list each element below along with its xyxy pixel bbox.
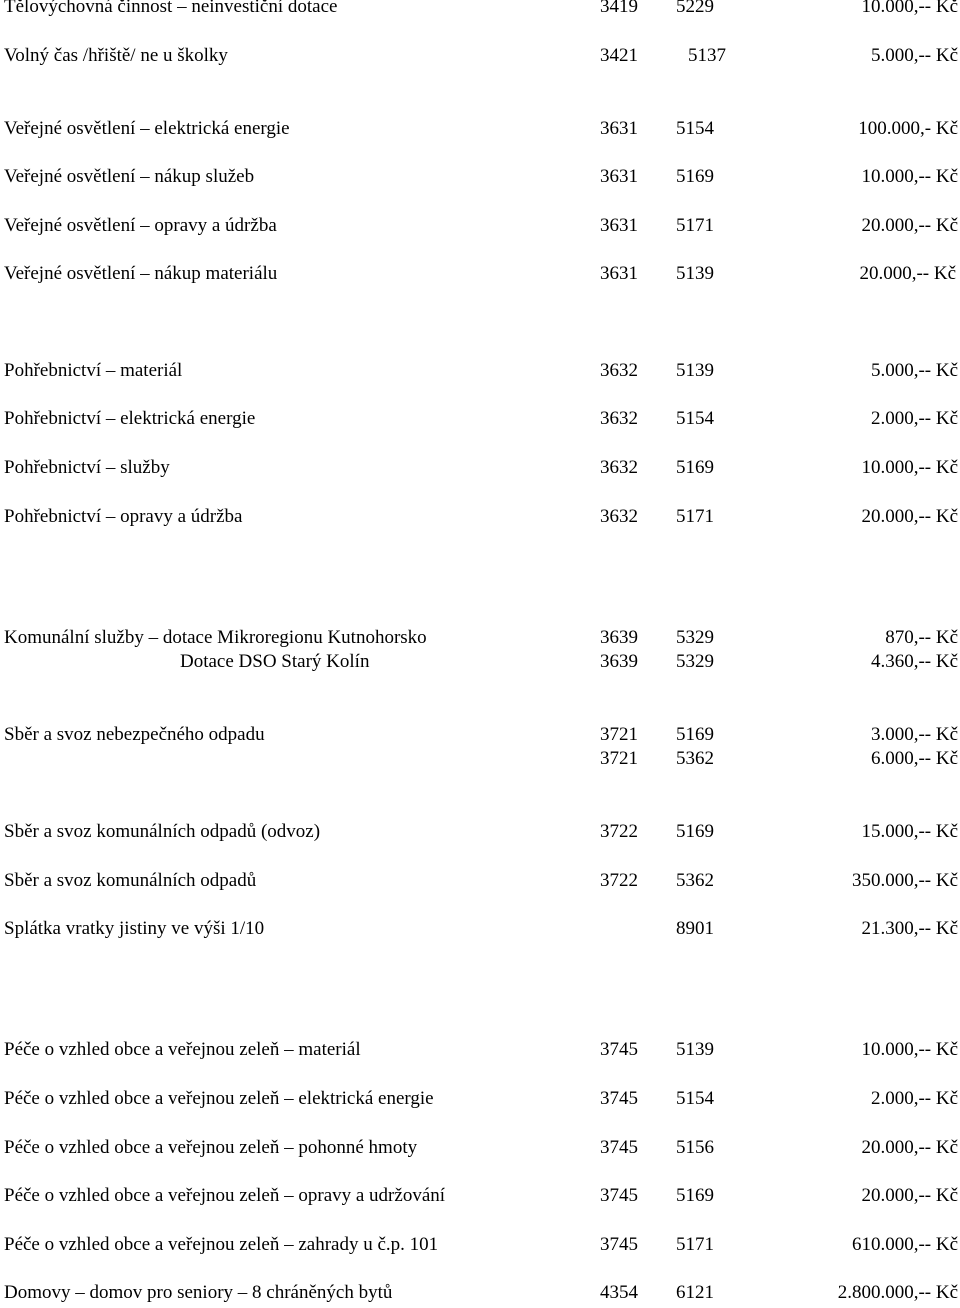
item-description: Veřejné osvětlení – elektrická energie	[4, 118, 290, 139]
item-code: 5137	[688, 45, 726, 66]
item-description: Tělovýchovná činnost – neinvestiční dotace	[4, 0, 338, 17]
amount: 2.800.000,-- Kč	[837, 1282, 958, 1303]
item-code: 5229	[676, 0, 714, 17]
item-code: 5171	[676, 1234, 714, 1255]
amount: 15.000,-- Kč	[861, 821, 958, 842]
item-description: Péče o vzhled obce a veřejnou zeleň – materiál	[4, 1039, 361, 1060]
paragraph-code: 3745	[600, 1137, 638, 1158]
item-description: Péče o vzhled obce a veřejnou zeleň – zahrady u č.p. 101	[4, 1234, 439, 1255]
item-description: Veřejné osvětlení – nákup služeb	[4, 166, 255, 187]
budget-row	[0, 214, 960, 238]
budget-row	[0, 869, 960, 893]
budget-row	[0, 1184, 960, 1208]
item-code: 5169	[676, 166, 714, 187]
paragraph-code: 3632	[600, 408, 638, 429]
paragraph-code: 3639	[600, 651, 638, 672]
paragraph-code: 3745	[600, 1234, 638, 1255]
paragraph-code: 3722	[600, 870, 638, 891]
item-code: 5139	[676, 1039, 714, 1060]
item-description: Sběr a svoz komunálních odpadů	[4, 870, 257, 891]
item-description: Veřejné osvětlení – opravy a údržba	[4, 215, 277, 236]
item-description: Pohřebnictví – opravy a údržba	[4, 506, 243, 527]
budget-row	[0, 1136, 960, 1160]
budget-row	[0, 1233, 960, 1257]
item-code: 5169	[676, 724, 714, 745]
amount: 100.000,- Kč	[858, 118, 958, 139]
item-code: 5139	[676, 263, 714, 284]
budget-row	[0, 747, 960, 771]
item-description: Veřejné osvětlení – nákup materiálu	[4, 263, 278, 284]
amount: 10.000,-- Kč	[861, 1039, 958, 1060]
amount: 4.360,-- Kč	[870, 651, 958, 672]
budget-row	[0, 505, 960, 529]
amount: 21.300,-- Kč	[861, 918, 958, 939]
budget-row	[0, 359, 960, 383]
item-description: Dotace DSO Starý Kolín	[180, 651, 370, 672]
item-description: Péče o vzhled obce a veřejnou zeleň – opravy a udržování	[4, 1185, 446, 1206]
item-code: 6121	[676, 1282, 714, 1303]
amount: 2.000,-- Kč	[870, 1088, 958, 1109]
item-code: 5154	[676, 118, 714, 139]
item-description: Péče o vzhled obce a veřejnou zeleň – pohonné hmoty	[4, 1137, 418, 1158]
paragraph-code: 3745	[600, 1039, 638, 1060]
paragraph-code: 3631	[600, 263, 638, 284]
amount: 10.000,-- Kč	[861, 0, 958, 17]
paragraph-code: 3721	[600, 748, 638, 769]
item-description: Splátka vratky jistiny ve výši 1/10	[4, 918, 265, 939]
paragraph-code: 3632	[600, 457, 638, 478]
amount: 5.000,-- Kč	[870, 45, 958, 66]
paragraph-code: 3745	[600, 1185, 638, 1206]
item-code: 5171	[676, 215, 714, 236]
item-code: 5169	[676, 1185, 714, 1206]
item-code: 5169	[676, 457, 714, 478]
item-description: Domovy – domov pro seniory – 8 chráněných bytů	[4, 1282, 393, 1303]
item-code: 5154	[676, 1088, 714, 1109]
budget-row	[0, 650, 960, 674]
paragraph-code: 3721	[600, 724, 638, 745]
paragraph-code: 3631	[600, 215, 638, 236]
amount: 20.000,-- Kč	[861, 215, 958, 236]
amount: 5.000,-- Kč	[870, 360, 958, 381]
item-description: Pohřebnictví – služby	[4, 457, 170, 478]
item-description: Pohřebnictví – elektrická energie	[4, 408, 256, 429]
item-code: 5139	[676, 360, 714, 381]
amount: 10.000,-- Kč	[861, 457, 958, 478]
amount: 870,-- Kč	[885, 627, 958, 648]
paragraph-code: 3631	[600, 118, 638, 139]
budget-row	[0, 44, 960, 68]
amount: 20.000,-- Kč	[861, 1137, 958, 1158]
amount: 20.000,-- Kč	[859, 263, 956, 284]
budget-row	[0, 917, 960, 941]
paragraph-code: 3631	[600, 166, 638, 187]
item-code: 8901	[676, 918, 714, 939]
item-description: Komunální služby – dotace Mikroregionu Kutnohorsko	[4, 627, 427, 648]
amount: 350.000,-- Kč	[851, 870, 958, 891]
paragraph-code: 3632	[600, 506, 638, 527]
budget-row	[0, 1038, 960, 1062]
item-code: 5169	[676, 821, 714, 842]
item-description: Péče o vzhled obce a veřejnou zeleň – elektrická energie	[4, 1088, 434, 1109]
item-code: 5156	[676, 1137, 714, 1158]
item-description: Sběr a svoz komunálních odpadů (odvoz)	[4, 821, 321, 842]
amount: 610.000,-- Kč	[851, 1234, 958, 1255]
paragraph-code: 3421	[600, 45, 638, 66]
budget-row	[0, 456, 960, 480]
item-code: 5329	[676, 651, 714, 672]
item-code: 5362	[676, 748, 714, 769]
amount: 10.000,-- Kč	[861, 166, 958, 187]
item-code: 5154	[676, 408, 714, 429]
paragraph-code: 3419	[600, 0, 638, 17]
item-description: Pohřebnictví – materiál	[4, 360, 183, 381]
budget-row	[0, 262, 960, 286]
budget-row	[0, 0, 960, 19]
budget-row	[0, 626, 960, 650]
amount: 2.000,-- Kč	[870, 408, 958, 429]
item-code: 5171	[676, 506, 714, 527]
paragraph-code: 4354	[600, 1282, 638, 1303]
item-code: 5362	[676, 870, 714, 891]
paragraph-code: 3639	[600, 627, 638, 648]
budget-row	[0, 820, 960, 844]
amount: 6.000,-- Kč	[870, 748, 958, 769]
budget-row	[0, 723, 960, 747]
budget-row	[0, 1087, 960, 1111]
budget-row	[0, 117, 960, 141]
paragraph-code: 3722	[600, 821, 638, 842]
amount: 20.000,-- Kč	[861, 1185, 958, 1206]
amount: 3.000,-- Kč	[870, 724, 958, 745]
item-code: 5329	[676, 627, 714, 648]
budget-row	[0, 165, 960, 189]
item-description: Sběr a svoz nebezpečného odpadu	[4, 724, 265, 745]
budget-row	[0, 407, 960, 431]
paragraph-code: 3632	[600, 360, 638, 381]
item-description: Volný čas /hřiště/ ne u školky	[4, 45, 228, 66]
budget-row	[0, 1281, 960, 1305]
paragraph-code: 3745	[600, 1088, 638, 1109]
amount: 20.000,-- Kč	[861, 506, 958, 527]
